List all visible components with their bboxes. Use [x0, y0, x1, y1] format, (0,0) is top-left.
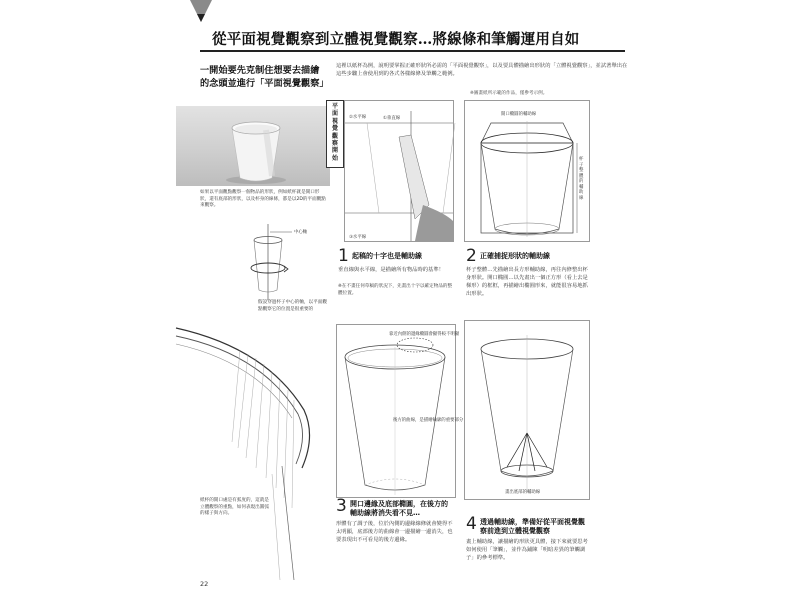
- step2-label-side: 杯子整體的輔助線: [579, 157, 584, 201]
- step2-sketch: [465, 101, 589, 241]
- vertical-section-label: [326, 100, 344, 168]
- step3-label-top: 靠近內側的邊緣橢圓會顯得較不明顯: [389, 332, 460, 337]
- cup-photo-shape: [176, 106, 330, 186]
- step4-number: 4: [466, 514, 477, 534]
- step1-title: 起稿的十字也是輔助線: [352, 252, 422, 260]
- step3-label-middle: 後方的曲線，是描繪輪廓的重要部分: [393, 418, 464, 423]
- axis-caption: 假設穿過杯子中心的軸，以平面觀點觀察它的位置是很重要的: [258, 300, 327, 312]
- step3-title: 開口邊緣及底部橢圓，在後方的輔助線將消失看不見…: [350, 500, 448, 517]
- step1-sketch: [345, 101, 453, 241]
- intro-text: 這裡以紙杯為例，說明要掌握正確形狀所必需的「平面視覺觀察」，以及要具體描繪出形狀的「立體視覺觀察」，並試著舉出在這些步驟上會使用到的各式各樣線條及筆觸之範例。: [336, 63, 628, 77]
- step4-body: 畫上輔助線，讓描繪的形狀更具體，接下來就要思考如何使用「筆觸」，並作為鋪陳「明暗差異的筆觸調子」的參考標準。: [466, 539, 588, 561]
- step2-number: 2: [466, 246, 477, 266]
- step1-note: ※在不畫任何草稿的狀況下，先畫出十字以確定物品的整體位置。: [338, 284, 453, 296]
- photo-caption: 如果以平面觀點觀察一個物品的形狀，例如紙杯就是開口形狀，還有底部的形狀，以及杯身的線條，都是以2D的平面觀點來觀察。: [200, 190, 326, 209]
- step4-illustration: [464, 320, 590, 500]
- step1-body: 垂直線與水平線，是描繪所有物品時的基準！: [338, 267, 444, 273]
- vertical-label-text: 平面視覺觀察開始: [331, 103, 338, 162]
- paper-cup-photo: [176, 106, 330, 186]
- step2-title: 正確捕捉形狀的輔助線: [480, 252, 550, 260]
- rim-closeup-sketch: [176, 318, 330, 580]
- step4-sketch: [465, 321, 589, 499]
- step3-sketch: [337, 325, 455, 497]
- step3-body: 形體有了調子後，位於內側的邊緣線條就會變得不太明顯，底部後方的曲線會一邊描繪一邊消失，也要表現出不可看見的後方邊緣。: [336, 521, 453, 543]
- page-number: 22: [200, 580, 209, 588]
- pencil-tip-icon: [186, 0, 216, 22]
- page-title: 從平面視覺觀察到立體視覺觀察…將線條和筆觸運用自如: [212, 31, 580, 48]
- step3-illustration: [336, 324, 464, 498]
- step1-label-horizontal-top: ②水平線: [349, 115, 367, 120]
- step2-illustration: [464, 100, 590, 242]
- step1-illustration: [344, 100, 454, 242]
- rim-caption: 紙杯的開口處是有弧度的，這就是立體觀察的重點，如何表現出圓弧的樣子與方向。: [200, 498, 269, 517]
- step2-label-top: 開口橢圓的輔助線: [501, 112, 537, 117]
- axis-label: 中心軸: [294, 230, 308, 235]
- left-headline: 一開始要先克制住想要去描繪的念頭並進行「平面視覺觀察」: [200, 65, 329, 89]
- step2-body: 杯子整體…先描繪出長方形輔助線，再往內修整出杯身形狀。開口橢圓…以先畫出一個正方形（看上去是梯形）的框框，再描繪出橢圓形來，就能很容易地抓出形狀。: [466, 267, 588, 297]
- step1-label-vertical: ①垂直線: [383, 116, 401, 121]
- title-rule: [200, 50, 625, 52]
- axis-sketch: [240, 222, 320, 302]
- intro-note: ※圖畫紙所示範的作品，僅參考示例。: [470, 91, 548, 96]
- step3-number: 3: [336, 496, 347, 516]
- step4-label-bottom: 畫出底部的輔助線: [505, 490, 541, 495]
- step4-title: 透過輔助線，準備好從平面視覺觀察前進到立體視覺觀察: [480, 518, 585, 535]
- step1-label-horizontal-bottom: ③水平線: [349, 235, 367, 240]
- step1-number: 1: [338, 246, 349, 266]
